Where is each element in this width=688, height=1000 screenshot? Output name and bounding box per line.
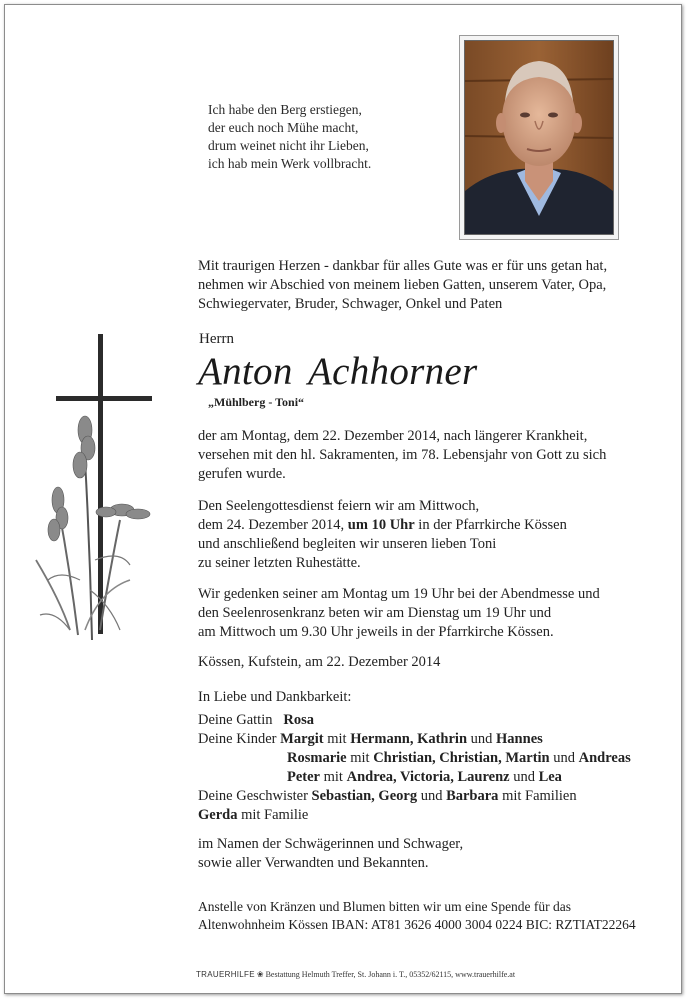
family-list — [198, 711, 631, 806]
funeral-date-text: dem 24. Dezember 2014, — [198, 517, 348, 533]
gerda-tail: mit Familie — [241, 807, 309, 823]
intro-line: Mit traurigen Herzen - dankbar für alles Gute was er für uns getan hat, — [198, 258, 608, 274]
grandchildren: Andreas — [578, 750, 631, 766]
nickname: „Mühlberg - Toni“ — [208, 395, 305, 409]
cross-wheat-icon — [30, 330, 165, 655]
family-row-child — [198, 749, 631, 768]
family-row-child — [198, 768, 631, 787]
grandchildren: Christian, Christian, Martin — [373, 750, 550, 766]
poem-line: drum weinet nicht ihr Lieben, — [208, 138, 369, 153]
funeral-location-text: in der Pfarrkirche Kössen — [414, 517, 567, 533]
grandchildren: Hermann, Kathrin — [350, 731, 468, 747]
mit-text: mit — [327, 731, 347, 747]
und-text: und — [513, 769, 535, 785]
family-row-child — [198, 730, 631, 749]
funeral-time: um 10 Uhr — [347, 517, 415, 533]
intro-text — [198, 257, 607, 314]
grandchildren: Andrea, Victoria, Laurenz — [346, 769, 510, 785]
poem-line: ich hab mein Werk vollbracht. — [208, 156, 372, 171]
sibling-names: Sebastian, Georg — [311, 788, 418, 804]
wife-label: Deine Gattin — [198, 712, 273, 728]
mit-text: mit — [323, 769, 343, 785]
grandchildren: Lea — [538, 769, 562, 785]
mit-familien-text: mit Familien — [502, 788, 577, 804]
family-row-wife — [198, 711, 631, 730]
portrait-frame — [459, 35, 619, 240]
funeral-line — [198, 516, 567, 535]
und-text: und — [553, 750, 575, 766]
grandchildren: Hannes — [496, 731, 543, 747]
footer-text: Bestattung Helmuth Treffer, St. Johann i. T., 05352/62115, www.trauerhilfe.at — [265, 970, 516, 979]
family-row-siblings — [198, 787, 631, 806]
sibling-names: Barbara — [446, 788, 499, 804]
children-label: Deine Kinder — [198, 731, 277, 747]
poem-line: Ich habe den Berg erstiegen, — [208, 102, 362, 117]
portrait-photo — [464, 40, 614, 235]
poem-line: der euch noch Mühe macht, — [208, 120, 359, 135]
gerda-name: Gerda — [198, 807, 238, 823]
intro-line: nehmen wir Abschied von meinem lieben Gatten, unserem Vater, Opa, — [198, 277, 607, 293]
poem — [208, 101, 371, 173]
salutation: Herrn — [199, 331, 234, 347]
footer — [196, 970, 515, 979]
child-name: Rosmarie — [287, 750, 347, 766]
child-name: Peter — [287, 769, 320, 785]
wife-name: Rosa — [283, 712, 314, 728]
und-text: und — [420, 788, 443, 804]
funeral-line: und anschließend begleiten wir unseren lieben Toni — [198, 536, 497, 552]
prayer-line: Wir gedenken seiner am Montag um 19 Uhr bei der Abendmesse und — [198, 586, 600, 602]
prayer-line: am Mittwoch um 9.30 Uhr jeweils in der Pfarrkirche Kössen. — [198, 624, 554, 640]
siblings-label: Deine Geschwister — [198, 788, 308, 804]
donation-line: Altenwohnheim Kössen IBAN: AT81 3626 4000 3004 0224 BIC: RZTIAT22264 — [198, 917, 636, 932]
relatives-line: im Namen der Schwägerinnen und Schwager, — [198, 836, 464, 852]
footer-brand: TRAUERHILFE — [196, 970, 255, 979]
deceased-name: Anton Achhorner — [198, 350, 478, 393]
relatives-line: sowie aller Verwandten und Bekannten. — [198, 855, 429, 871]
death-notice-line: gerufen wurde. — [198, 466, 286, 482]
footer-leaf-icon: ❀ — [256, 970, 264, 979]
death-notice-line: versehen mit den hl. Sakramenten, im 78. Lebensjahr von Gott zu sich — [198, 447, 607, 463]
donation-line: Anstelle von Kränzen und Blumen bitten wir um eine Spende für das — [198, 899, 572, 914]
death-notice — [198, 427, 606, 484]
donation-note — [198, 898, 636, 934]
death-notice-line: der am Montag, dem 22. Dezember 2014, nach längerer Krankheit, — [198, 428, 588, 444]
funeral-info — [198, 497, 567, 573]
place-date: Kössen, Kufstein, am 22. Dezember 2014 — [198, 654, 441, 670]
child-name: Margit — [280, 731, 324, 747]
funeral-line: zu seiner letzten Ruhestätte. — [198, 555, 361, 571]
mit-text: mit — [350, 750, 370, 766]
closing: In Liebe und Dankbarkeit: — [198, 689, 352, 705]
prayer-info — [198, 585, 600, 642]
intro-line: Schwiegervater, Bruder, Schwager, Onkel und Paten — [198, 296, 503, 312]
funeral-line: Den Seelengottesdienst feiern wir am Mittwoch, — [198, 498, 480, 514]
und-text: und — [470, 731, 493, 747]
relatives-text — [198, 835, 463, 873]
family-row-gerda — [198, 807, 308, 824]
prayer-line: den Seelenrosenkranz beten wir am Dienstag um 19 Uhr und — [198, 605, 552, 621]
